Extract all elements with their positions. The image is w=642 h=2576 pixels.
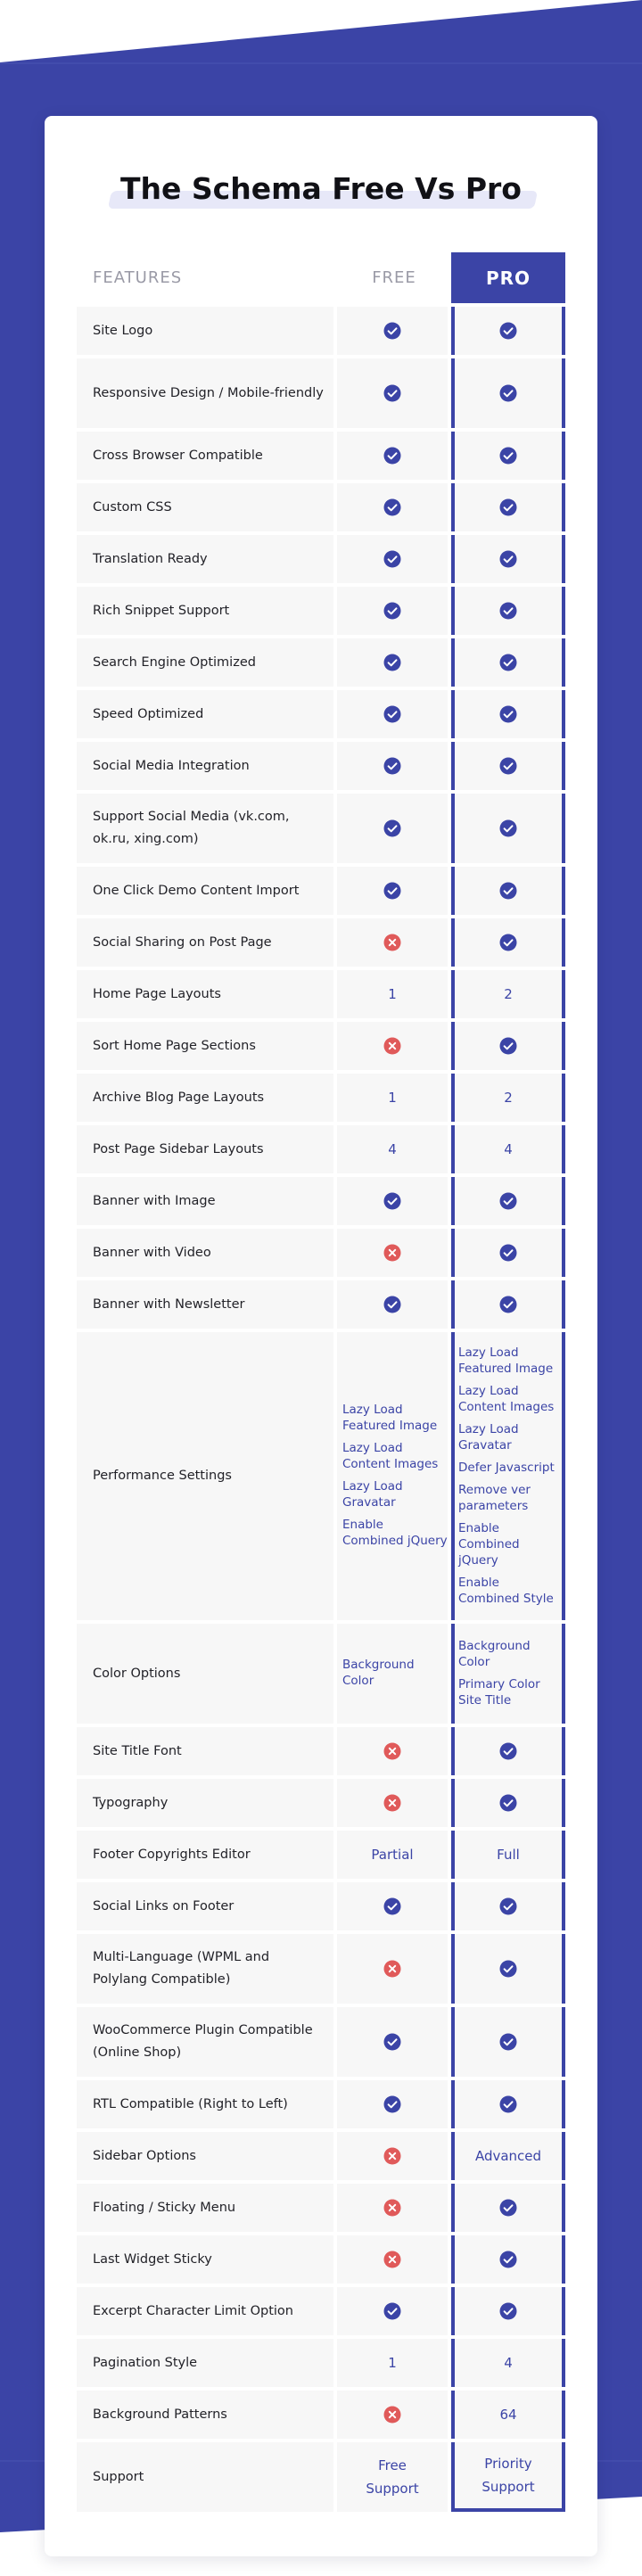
feature-label: One Click Demo Content Import: [77, 867, 333, 915]
table-row: [77, 432, 565, 480]
feature-label: Multi-Language (WPML and Polylang Compatible): [77, 1934, 333, 2004]
feature-label: Site Title Font: [77, 1727, 333, 1775]
check-icon: [499, 447, 517, 465]
feature-label: Banner with Image: [77, 1177, 333, 1225]
check-icon: [499, 757, 517, 775]
pro-cell: [451, 1022, 565, 1070]
pro-cell: [451, 1727, 565, 1775]
check-icon: [383, 1296, 401, 1313]
check-icon: [499, 384, 517, 402]
pro-cell: [451, 587, 565, 635]
pro-value: Priority Support: [482, 2456, 535, 2495]
feature-label: Social Links on Footer: [77, 1882, 333, 1930]
pro-cell: [451, 1074, 565, 1122]
pro-cell: [451, 794, 565, 863]
check-icon: [499, 1244, 517, 1262]
table-row: [77, 2132, 565, 2180]
free-cell: [337, 2007, 448, 2077]
page-title: [111, 169, 531, 209]
pro-list-item: Remove ver parameters: [458, 1482, 531, 1513]
free-cell: [337, 2132, 448, 2180]
free-cell: [337, 2287, 448, 2335]
cross-icon: [383, 1742, 401, 1760]
table-row: [77, 742, 565, 790]
check-icon: [499, 1192, 517, 1210]
page-title-text: The Schema Free Vs Pro: [120, 171, 522, 206]
check-icon: [499, 882, 517, 900]
comparison-table: [77, 252, 565, 2512]
free-value: Free Support: [366, 2457, 419, 2497]
cross-icon: [383, 1037, 401, 1055]
title-wrap: [45, 169, 597, 209]
free-cell: [337, 2184, 448, 2232]
pro-cell: [451, 1934, 565, 2004]
check-icon: [499, 550, 517, 568]
table-row: [77, 690, 565, 738]
free-list-item: Lazy Load Featured Image: [342, 1403, 438, 1433]
free-cell: [337, 1779, 448, 1827]
check-icon: [499, 934, 517, 951]
table-row: [77, 1882, 565, 1930]
feature-label: Banner with Video: [77, 1229, 333, 1277]
pro-cell: [451, 2007, 565, 2077]
check-icon: [499, 602, 517, 620]
feature-label: Cross Browser Compatible: [77, 432, 333, 480]
table-row: [77, 307, 565, 355]
free-cell: [337, 358, 448, 428]
check-icon: [499, 2033, 517, 2051]
table-row: [77, 1624, 565, 1724]
check-icon: [383, 322, 401, 340]
pro-cell: [451, 2235, 565, 2284]
pro-value: 4: [504, 2355, 513, 2371]
free-feature-list: [337, 1397, 448, 1555]
free-cell: [337, 867, 448, 915]
header-features: FEATURES: [93, 268, 183, 287]
cross-icon: [383, 2199, 401, 2217]
pro-value: Advanced: [474, 2148, 542, 2164]
table-row: [77, 587, 565, 635]
free-cell: [337, 1831, 448, 1879]
check-icon: [383, 705, 401, 723]
feature-label: Performance Settings: [77, 1332, 333, 1620]
pro-cell: [451, 2184, 565, 2232]
pro-list-item: Lazy Load Gravatar: [458, 1421, 519, 1453]
feature-label: Responsive Design / Mobile-friendly: [77, 358, 333, 428]
free-cell: [337, 794, 448, 863]
pro-cell: [451, 867, 565, 915]
pro-feature-list: [455, 1340, 562, 1613]
cross-icon: [383, 1244, 401, 1262]
pro-list-item: Lazy Load Featured Image: [458, 1345, 554, 1376]
free-list-item: Lazy Load Gravatar: [342, 1479, 403, 1510]
pro-cell: [451, 2080, 565, 2128]
table-row: [77, 2339, 565, 2387]
table-row: [77, 2287, 565, 2335]
free-cell: [337, 587, 448, 635]
feature-label: Social Media Integration: [77, 742, 333, 790]
feature-label: Translation Ready: [77, 535, 333, 583]
check-icon: [383, 882, 401, 900]
feature-label: Social Sharing on Post Page: [77, 918, 333, 967]
feature-label: Speed Optimized: [77, 690, 333, 738]
free-cell: [337, 1624, 448, 1724]
table-row: [77, 1727, 565, 1775]
table-row: [77, 535, 565, 583]
pro-cell: [451, 1125, 565, 1173]
pro-cell: [451, 358, 565, 428]
pro-cell: [451, 1177, 565, 1225]
pro-cell: [451, 1779, 565, 1827]
feature-label: Home Page Layouts: [77, 970, 333, 1018]
table-row: [77, 1074, 565, 1122]
feature-label: Footer Copyrights Editor: [77, 1831, 333, 1879]
feature-label: Rich Snippet Support: [77, 587, 333, 635]
cross-icon: [383, 2251, 401, 2268]
check-icon: [383, 1192, 401, 1210]
cross-icon: [383, 934, 401, 951]
free-cell: [337, 742, 448, 790]
check-icon: [499, 1296, 517, 1313]
free-value: 1: [388, 986, 397, 1002]
pro-cell: [451, 2339, 565, 2387]
feature-label: Sidebar Options: [77, 2132, 333, 2180]
check-icon: [499, 819, 517, 837]
feature-label: Typography: [77, 1779, 333, 1827]
free-cell: [337, 638, 448, 687]
free-value: Partial: [371, 1847, 414, 1863]
feature-label: Background Patterns: [77, 2391, 333, 2439]
free-cell: [337, 970, 448, 1018]
pro-cell: [451, 1332, 565, 1620]
pro-cell: [451, 2442, 565, 2512]
check-icon: [499, 1742, 517, 1760]
pro-cell: [451, 1882, 565, 1930]
check-icon: [499, 2199, 517, 2217]
table-row: [77, 483, 565, 531]
check-icon: [383, 447, 401, 465]
check-icon: [499, 1960, 517, 1978]
pro-cell: [451, 2391, 565, 2439]
feature-label: Post Page Sidebar Layouts: [77, 1125, 333, 1173]
pro-list-item: Defer Javascript: [458, 1460, 555, 1475]
check-icon: [383, 550, 401, 568]
feature-label: Excerpt Character Limit Option: [77, 2287, 333, 2335]
check-icon: [383, 757, 401, 775]
pro-list-item: Enable Combined jQuery: [458, 1520, 520, 1568]
check-icon: [499, 2251, 517, 2268]
check-icon: [383, 2033, 401, 2051]
table-row: [77, 2235, 565, 2284]
pro-cell: [451, 742, 565, 790]
pro-cell: [451, 535, 565, 583]
check-icon: [383, 2302, 401, 2320]
free-value: 1: [388, 1090, 397, 1106]
pro-list-item: Background Color: [458, 1638, 531, 1669]
table-row: [77, 1022, 565, 1070]
pro-cell: [451, 2287, 565, 2335]
check-icon: [499, 2302, 517, 2320]
table-row: [77, 918, 565, 967]
check-icon: [383, 819, 401, 837]
feature-label: Search Engine Optimized: [77, 638, 333, 687]
free-cell: [337, 2442, 448, 2512]
cross-icon: [383, 2147, 401, 2165]
pro-cell: [451, 483, 565, 531]
free-cell: [337, 1074, 448, 1122]
pro-cell: [451, 1229, 565, 1277]
pro-cell: [451, 638, 565, 687]
table-row: [77, 638, 565, 687]
table-row: [77, 1332, 565, 1620]
table-row: [77, 867, 565, 915]
pro-cell: [451, 970, 565, 1018]
feature-label: Last Widget Sticky: [77, 2235, 333, 2284]
feature-label: Support Social Media (vk.com, ok.ru, xing.com): [77, 794, 333, 863]
free-cell: [337, 690, 448, 738]
free-list-item: Lazy Load Content Images: [342, 1441, 439, 1471]
free-cell: [337, 2391, 448, 2439]
check-icon: [499, 1794, 517, 1812]
table-row: [77, 2007, 565, 2077]
feature-label: Site Logo: [77, 307, 333, 355]
check-icon: [383, 498, 401, 516]
pro-cell: [451, 1831, 565, 1879]
pro-cell: [451, 1624, 565, 1724]
free-cell: [337, 1229, 448, 1277]
feature-label: WooCommerce Plugin Compatible (Online Shop): [77, 2007, 333, 2077]
header-free: FREE: [372, 268, 416, 287]
table-row: [77, 358, 565, 428]
check-icon: [499, 2095, 517, 2113]
pro-cell: [451, 2132, 565, 2180]
table-row: [77, 1831, 565, 1879]
free-cell: [337, 2080, 448, 2128]
table-row: [77, 1229, 565, 1277]
pro-list-item: Enable Combined Style: [458, 1575, 554, 1606]
check-icon: [383, 1897, 401, 1915]
feature-label: Custom CSS: [77, 483, 333, 531]
pro-cell: [451, 1280, 565, 1329]
pro-value: 2: [504, 986, 513, 1002]
pro-list-item: Lazy Load Content Images: [458, 1383, 555, 1414]
free-list-item: Enable Combined jQuery: [342, 1518, 448, 1548]
feature-label: Archive Blog Page Layouts: [77, 1074, 333, 1122]
cross-icon: [383, 1960, 401, 1978]
feature-label: Pagination Style: [77, 2339, 333, 2387]
feature-label: Banner with Newsletter: [77, 1280, 333, 1329]
pro-cell: [451, 307, 565, 355]
pro-feature-list: [455, 1634, 562, 1715]
free-cell: [337, 432, 448, 480]
free-cell: [337, 1177, 448, 1225]
free-cell: [337, 2235, 448, 2284]
check-icon: [499, 705, 517, 723]
free-cell: [337, 1022, 448, 1070]
pro-value: 2: [504, 1090, 513, 1106]
check-icon: [499, 1037, 517, 1055]
pro-cell: [451, 690, 565, 738]
free-cell: [337, 1280, 448, 1329]
pro-value: 64: [499, 2407, 517, 2423]
free-cell: [337, 483, 448, 531]
free-cell: [337, 1934, 448, 2004]
free-cell: [337, 1727, 448, 1775]
check-icon: [499, 322, 517, 340]
free-cell: [337, 1125, 448, 1173]
table-row: [77, 2080, 565, 2128]
free-feature-list: [337, 1652, 448, 1695]
check-icon: [383, 2095, 401, 2113]
table-row: [77, 2184, 565, 2232]
free-cell: [337, 1882, 448, 1930]
check-icon: [499, 498, 517, 516]
cross-icon: [383, 1794, 401, 1812]
free-value: 4: [388, 1141, 397, 1157]
feature-label: Color Options: [77, 1624, 333, 1724]
table-row: [77, 2391, 565, 2439]
free-cell: [337, 535, 448, 583]
table-row: [77, 794, 565, 863]
check-icon: [499, 654, 517, 671]
table-row: [77, 1125, 565, 1173]
comparison-card: [45, 116, 597, 2556]
free-cell: [337, 307, 448, 355]
pro-list-item: Primary Color Site Title: [458, 1676, 540, 1708]
check-icon: [383, 384, 401, 402]
pro-value: Full: [497, 1847, 520, 1863]
pro-cell: [451, 432, 565, 480]
table-row: [77, 1177, 565, 1225]
table-header: [77, 252, 565, 303]
free-value: 1: [388, 2355, 397, 2371]
header-pro: PRO: [451, 252, 565, 303]
check-icon: [383, 654, 401, 671]
pro-value: 4: [504, 1141, 513, 1157]
free-list-item: Background Color: [342, 1658, 415, 1688]
feature-label: Sort Home Page Sections: [77, 1022, 333, 1070]
table-body: [77, 307, 565, 2512]
check-icon: [383, 602, 401, 620]
table-row: [77, 970, 565, 1018]
free-cell: [337, 2339, 448, 2387]
check-icon: [499, 1897, 517, 1915]
pro-cell: [451, 918, 565, 967]
feature-label: RTL Compatible (Right to Left): [77, 2080, 333, 2128]
cross-icon: [383, 2406, 401, 2424]
table-row: [77, 1280, 565, 1329]
free-cell: [337, 1332, 448, 1620]
table-row: [77, 2442, 565, 2512]
feature-label: Floating / Sticky Menu: [77, 2184, 333, 2232]
table-row: [77, 1934, 565, 2004]
feature-label: Support: [77, 2442, 333, 2512]
table-row: [77, 1779, 565, 1827]
free-cell: [337, 918, 448, 967]
